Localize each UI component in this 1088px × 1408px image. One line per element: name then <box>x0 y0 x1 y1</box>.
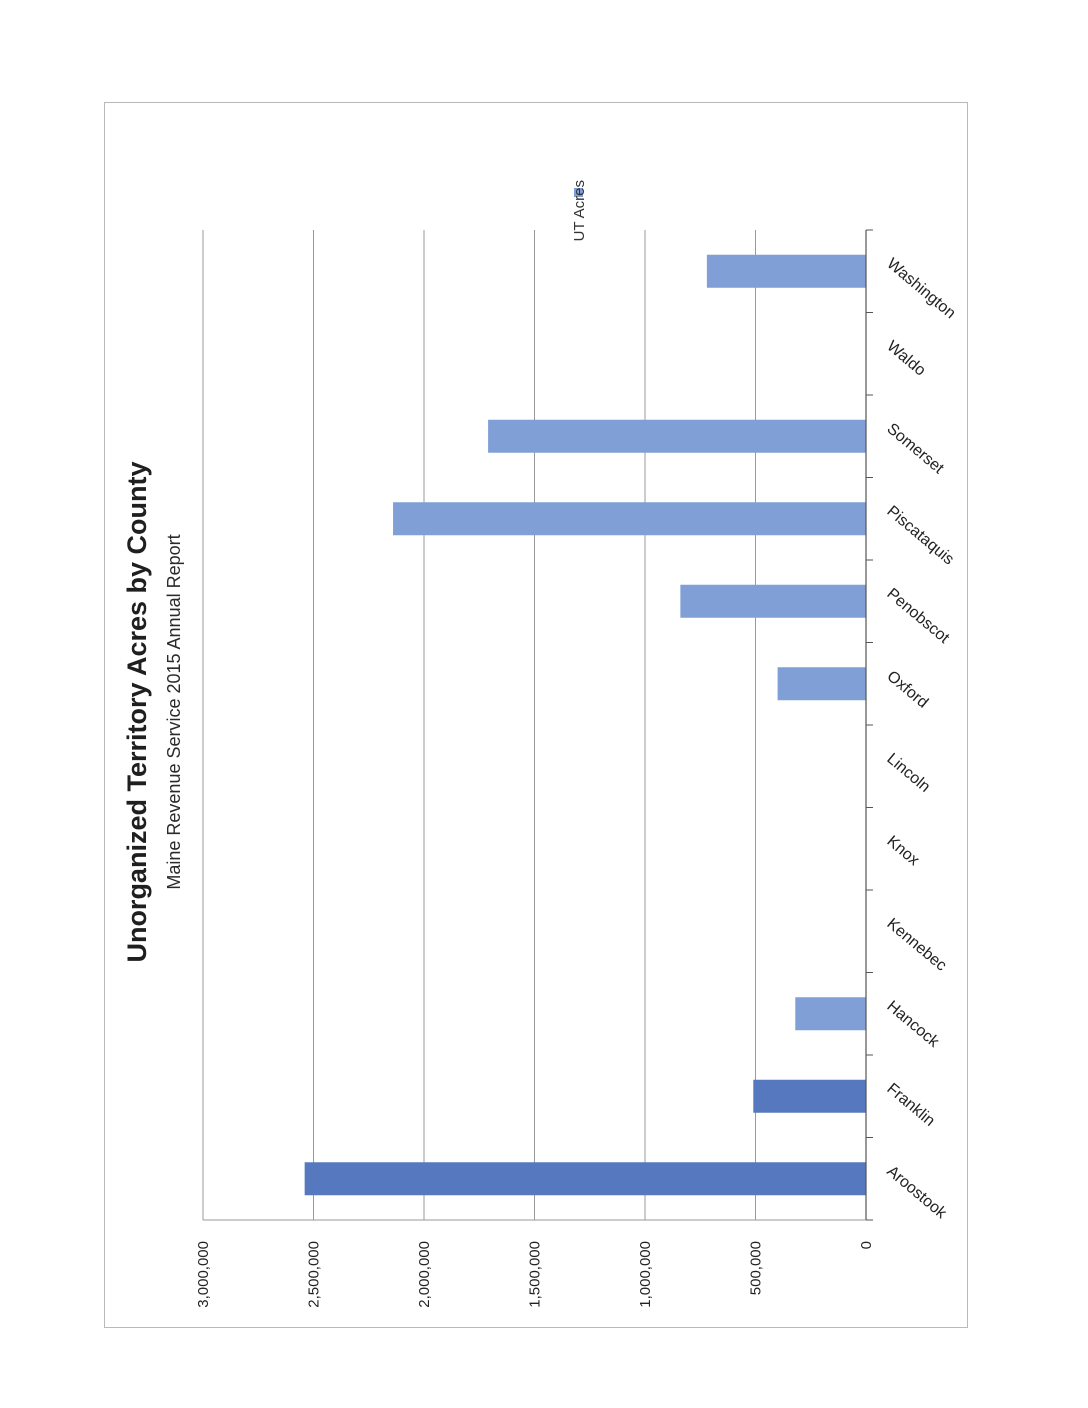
y-tick-label: 1,500,000 <box>526 1241 544 1308</box>
y-tick-label: 500,000 <box>747 1241 765 1296</box>
bar-aroostook <box>305 1162 866 1195</box>
y-tick-label: 3,000,000 <box>195 1241 212 1308</box>
legend-label: UT Acres <box>571 180 588 242</box>
y-tick-label: 0 <box>858 1241 875 1250</box>
x-tick-label: Piscataquis <box>883 502 958 569</box>
bar-franklin <box>753 1080 866 1113</box>
y-tick-label: 1,000,000 <box>637 1241 654 1308</box>
gridlines <box>203 230 756 1220</box>
bar-oxford <box>778 667 866 700</box>
x-tick-label: Washington <box>883 255 959 323</box>
bar-somerset <box>488 420 866 453</box>
x-tick-label: Aroostook <box>883 1162 950 1223</box>
x-tick-label: Lincoln <box>883 750 934 796</box>
chart-subtitle: Maine Revenue Service 2015 Annual Report <box>164 534 184 890</box>
legend <box>571 180 588 241</box>
x-tick-label: Penobscot <box>883 585 953 647</box>
bar-penobscot <box>680 585 866 618</box>
x-tick-label: Knox <box>883 832 923 870</box>
axes <box>195 230 959 1308</box>
x-tick-label: Franklin <box>883 1080 938 1130</box>
bar-piscataquis <box>393 502 866 535</box>
x-tick-label: Oxford <box>883 667 932 712</box>
y-tick-label: 2,000,000 <box>416 1241 433 1308</box>
x-tick-label: Waldo <box>883 337 929 380</box>
bar-washington <box>707 255 866 288</box>
bar-hancock <box>795 997 866 1030</box>
x-tick-label: Hancock <box>883 997 943 1051</box>
chart-title: Unorganized Territory Acres by County <box>122 461 152 963</box>
x-tick-label: Kennebec <box>883 915 950 975</box>
y-tick-label: 2,500,000 <box>305 1241 323 1308</box>
x-tick-label: Somerset <box>883 420 947 478</box>
bars <box>305 255 866 1196</box>
